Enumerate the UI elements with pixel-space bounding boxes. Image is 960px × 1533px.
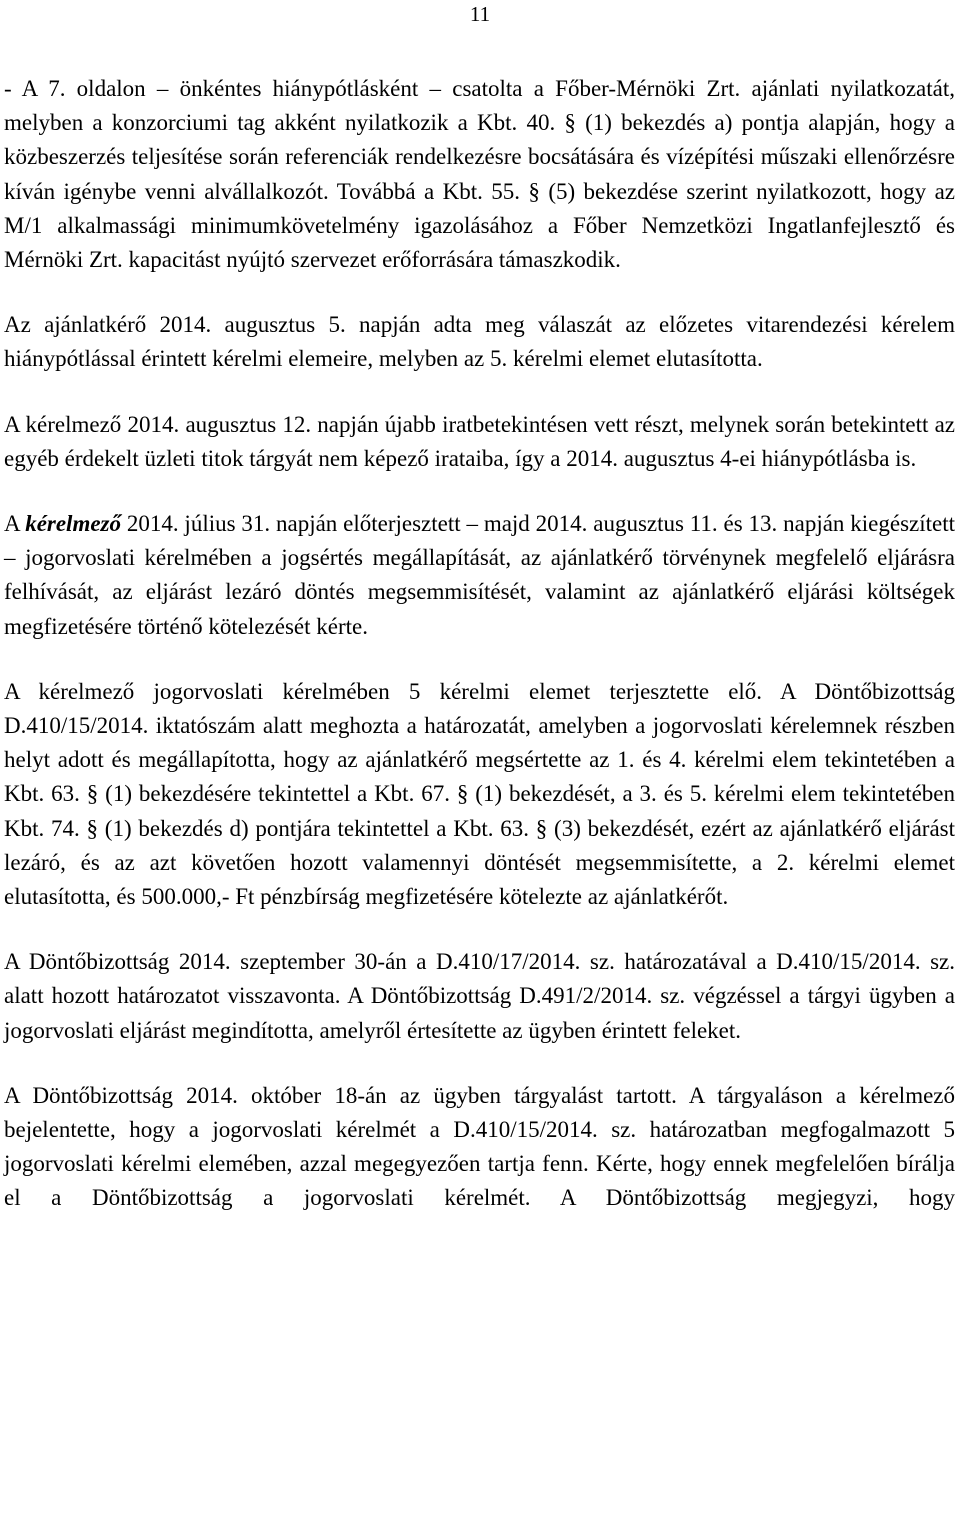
document-body (4, 72, 955, 1216)
paragraph-document-inspection: A kérelmező 2014. augusztus 12. napján újabb iratbetekintésen vett részt, melynek során betekintett az egyéb érdekelt üzleti titok tárgyát nem képező irataiba, így a 2014. augusztus 4-ei hiánypótlásba is. (4, 411, 955, 471)
paragraph-board-decision: A kérelmező jogorvoslati kérelmében 5 kérelmi elemet terjesztette elő. A Döntőbizottság D.410/15/2014. iktatószám alatt meghozta a határozatát, amelyben a jogorvoslati kérelemnek részben helyt adott és megállapította, hogy az ajánlatkérő megsértette az 1. és 4. kérelmi elem tekintetében a Kbt. 63. § (1) bekezdésére tekintettel a Kbt. 67. § (1) bekezdését, a 3. és 5. kérelmi elem tekintetében Kbt. 74. § (1) bekezdés d) pontjára tekintettel a Kbt. 63. § (3) bekezdését, ezért az ajánlatkérő eljárást lezáró, és az azt követően hozott valamennyi döntését megsemmisítette, a 2. kérelmi elemet elutasította, és 500.000,- Ft pénzbírság megfizetésére kötelezte az ajánlatkérőt. (4, 678, 955, 910)
paragraph-legal-remedy-request (4, 507, 955, 644)
paragraph-contracting-authority-reply: Az ajánlatkérő 2014. augusztus 5. napján adta meg válaszát az előzetes vitarendezési kérelem hiánypótlással érintett kérelmi elemeire, melyben az 5. kérelmi elemet elutasította. (4, 312, 955, 372)
paragraph-decision-revocation: A Döntőbizottság 2014. szeptember 30-án a D.410/17/2014. sz. határozatával a D.410/15/2014. sz. alatt hozott határozatot visszavonta. A Döntőbizottság D.491/2/2014. sz. végzéssel a tárgyi ügyben a jogorvoslati eljárást megindította, amelyről értesítette az ügyben érintett feleket. (4, 949, 955, 1043)
applicant-emphasis: kérelmező (25, 511, 121, 537)
page-number: 11 (469, 2, 491, 26)
paragraph-hearing: A Döntőbizottság 2014. október 18-án az ügyben tárgyalást tartott. A tárgyaláson a kérelmező bejelentette, hogy a jogorvoslati kérelmét a D.410/15/2014. sz. határozatban megfogalmazott 5 jogorvoslati kérelmi elemében, azzal megegyezően tartja fenn. Kérte, hogy ennek megfelelően bírálja el a Döntőbizottság a jogorvoslati kérelmét. A Döntőbizottság megjegyzi, hogy (4, 1082, 955, 1211)
paragraph-attachment: - A 7. oldalon – önkéntes hiánypótlásként – csatolta a Főber-Mérnöki Zrt. ajánlati nyilatkozatát, melyben a konzorciumi tag akként nyilatkozik a Kbt. 40. § (1) bekezdés a) pontja alapján, hogy a közbeszerzés teljesítése során referenciák rendelkezésre bocsátására és vízépítési műszaki ellenőrzésre kíván igénybe venni alvállalkozót. Továbbá a Kbt. 55. § (5) bekezdése szerint nyilatkozott, hogy az M/1 alkalmassági minimumkövetelmény igazolásához a Főber Nemzetközi Ingatlanfejlesztő és Mérnöki Zrt. kapacitást nyújtó szervezet erőforrására támaszkodik. (4, 76, 955, 273)
paragraph-text-before: A (4, 511, 26, 537)
paragraph-text-after: 2014. július 31. napján előterjesztett – majd 2014. augusztus 11. és 13. napján kiegészített – jogorvoslati kérelmében a jogsértés megállapítását, az ajánlatkérő törvénynek megfelelő eljárásra felhívását, az eljárást lezáró döntés megsemmisítését, valamint az ajánlatkérő eljárási költségek megfizetésére történő kötelezését kérte. (4, 511, 956, 639)
